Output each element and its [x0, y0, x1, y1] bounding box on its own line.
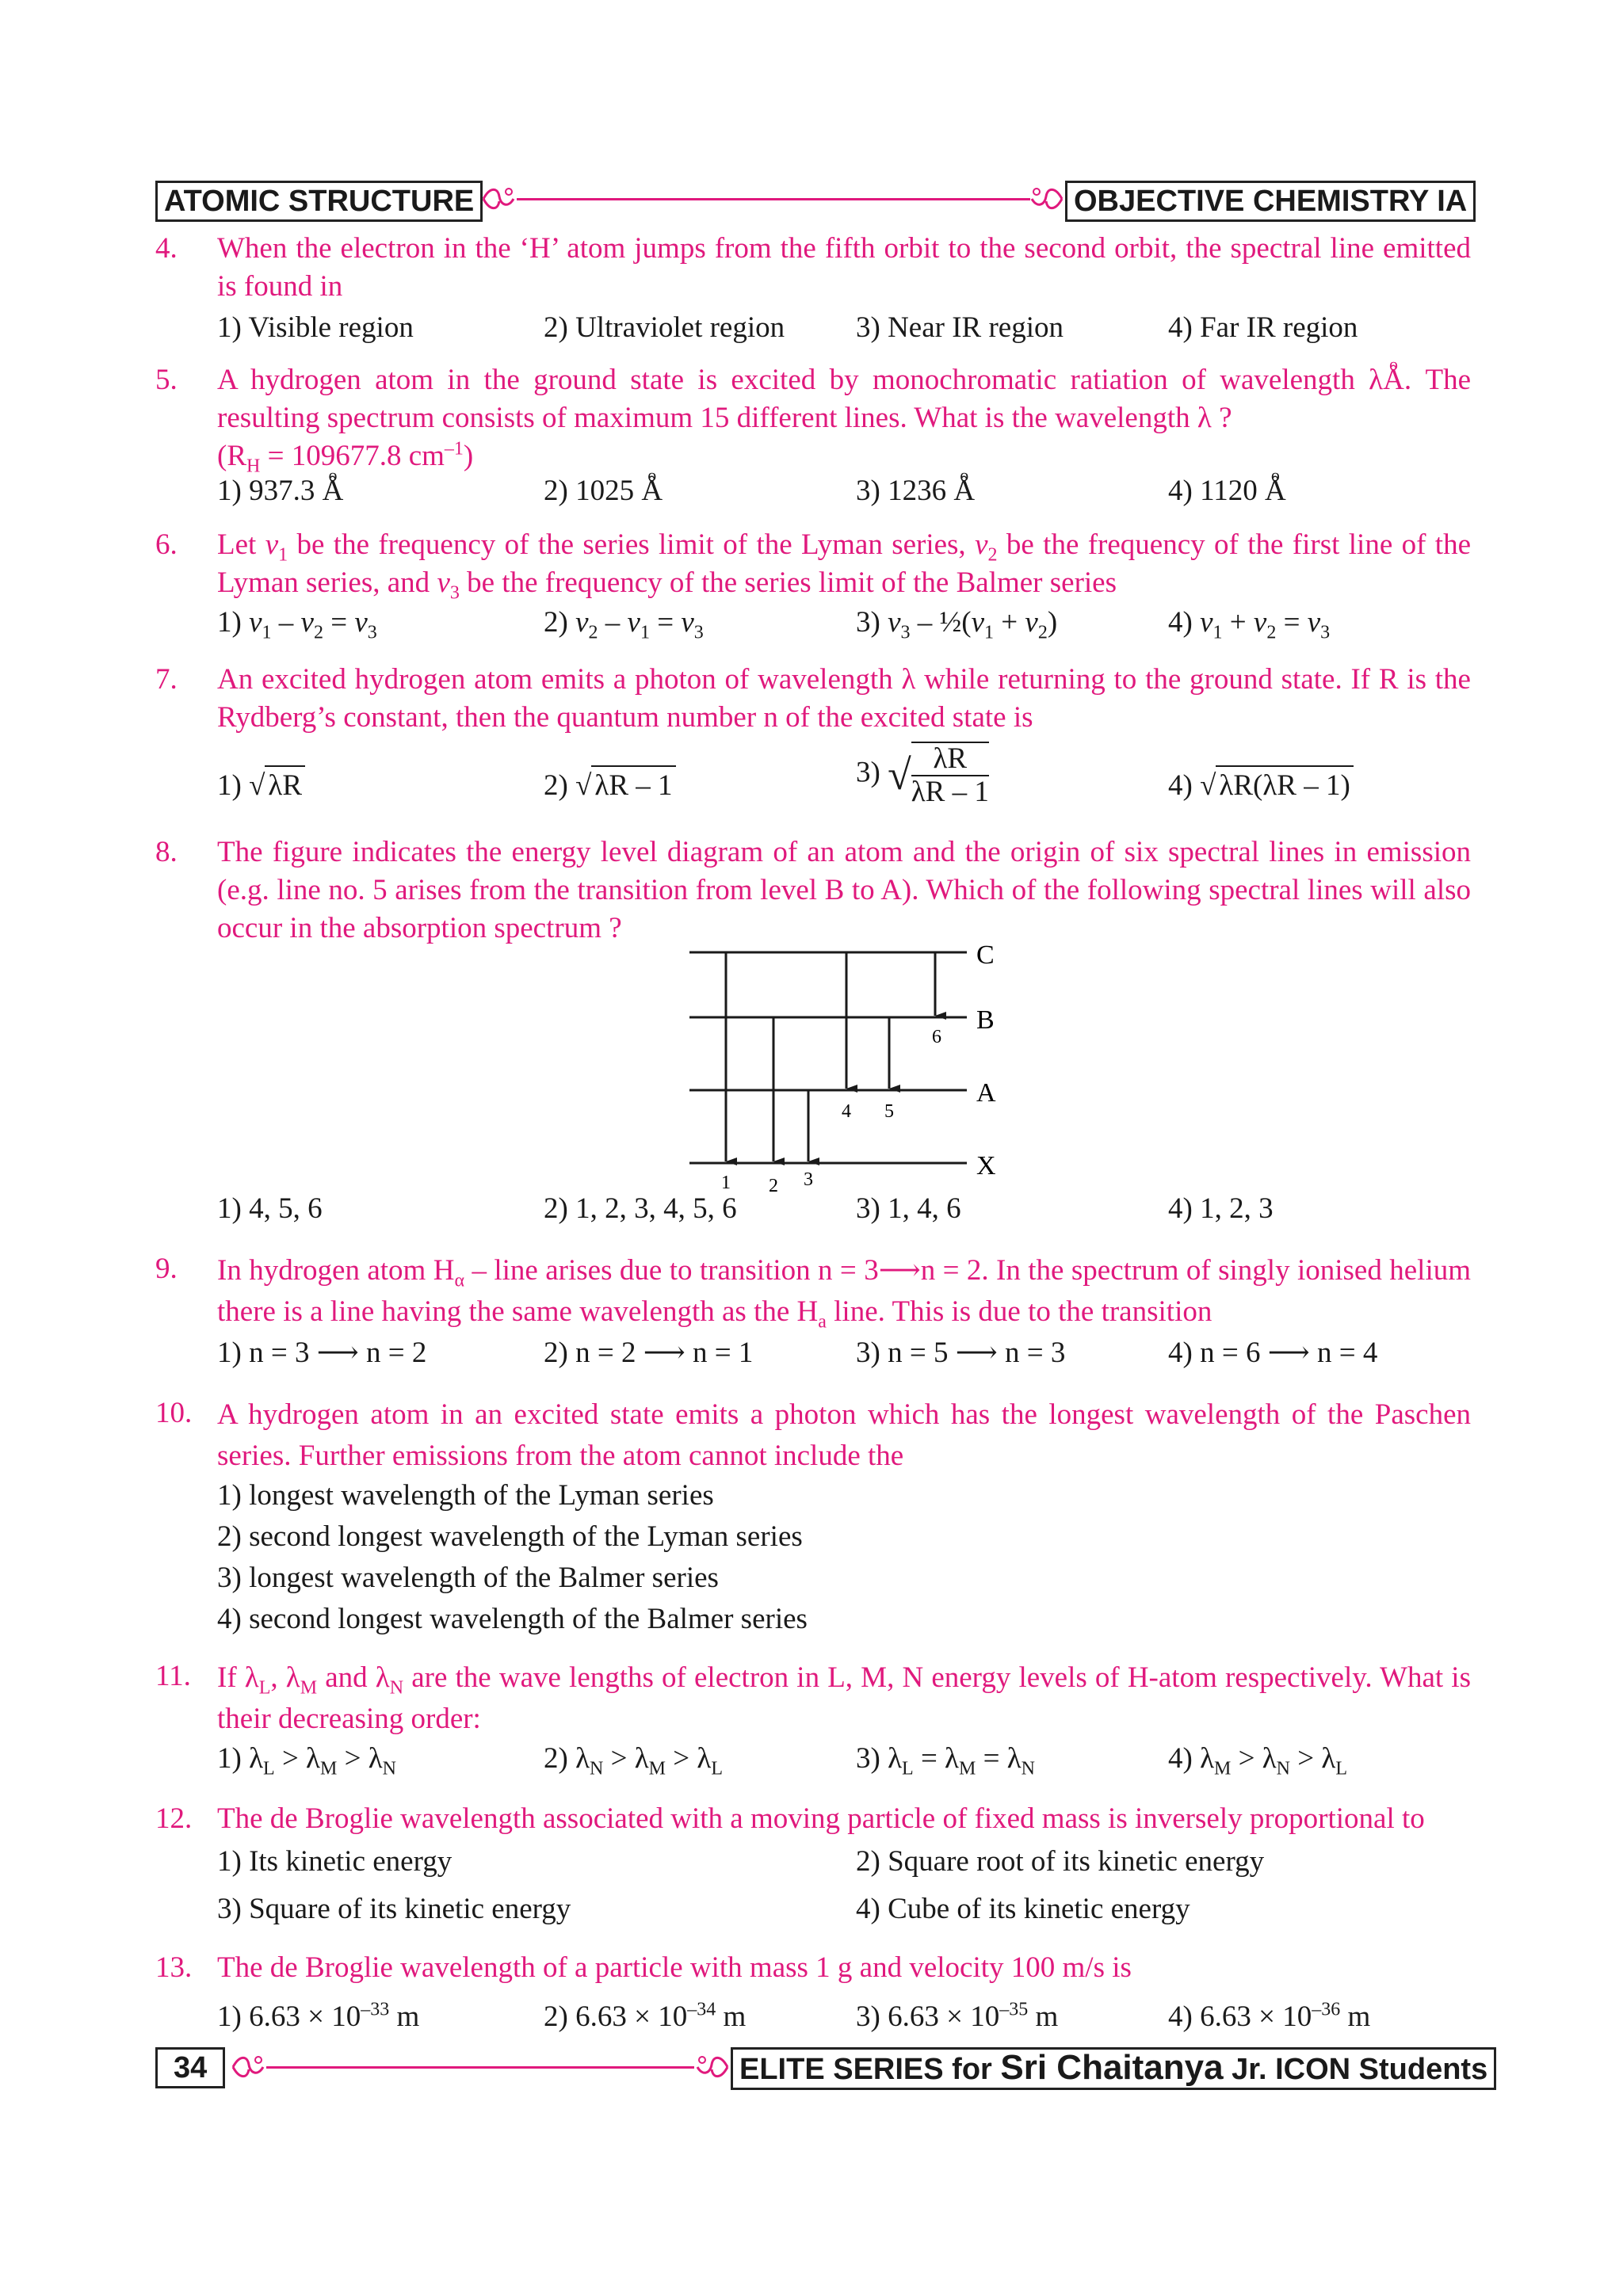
q10-option-2: 2) second longest wavelength of the Lyman series [217, 1520, 803, 1553]
footer-rule [266, 2066, 694, 2069]
q10-option-4: 4) second longest wavelength of the Balmer series [217, 1603, 808, 1635]
question-8-text: The figure indicates the energy level diagram of an atom and the origin of six spectral lines in emission (e.g. line no. 5 arises from the transition from level B to A). Which of the following spectral lines will also occur in the absorption spectrum ? [217, 836, 1471, 944]
q13-option-2: 2) $6.63 \times 10^{-34}$ m [544, 1999, 747, 2033]
q12-option-1: 1) Its kinetic energy [217, 1845, 453, 1878]
q5-option-2: 2) 1025 o Å [544, 472, 663, 510]
line-6-label: 6 [932, 1027, 941, 1047]
q11-option-2: 2) $\lambda_N > \lambda_M > \lambda_L$ [544, 1742, 723, 1779]
q10-option-1: 1) longest wavelength of the Lyman series [217, 1479, 714, 1512]
question-13-text: The de Broglie wavelength of a particle with mass 1 g and velocity 100 m/s is [217, 1951, 1132, 1984]
footer-brand: ELITE SERIES for Sri Chaitanya Jr. ICON Students [731, 2047, 1496, 2090]
energy-level-diagram [682, 940, 1014, 1209]
q8-option-3: 3) 1, 4, 6 [856, 1192, 961, 1225]
q6-option-3: 3) $v_3$ – $\frac{1}{2}(v_1 + v_2)$ [856, 606, 1058, 643]
level-c-label: C [976, 940, 995, 970]
question-13-number: 13. [155, 1951, 193, 1984]
question-9-number: 9. [155, 1253, 178, 1285]
ornament-icon [230, 2049, 266, 2085]
line-5-label: 5 [884, 1101, 894, 1122]
q12-option-2: 2) Square root of its kinetic energy [856, 1845, 1265, 1878]
q9-option-3: 3) n = 5 ⟶ n = 3 [856, 1337, 1066, 1369]
q5-option-3: 3) 1236 o Å [856, 472, 975, 510]
q10-option-3: 3) longest wavelength of the Balmer series [217, 1562, 719, 1594]
line-2-label: 2 [769, 1176, 778, 1196]
page-number: 34 [155, 2047, 225, 2088]
question-6-text: Let $v_1$ be the frequency of the series limit of the Lyman series, $v_2$ be the frequency of the first line of the Lyman series, and $v_3$ be the frequency of the series limit of the Balmer series [217, 528, 1472, 604]
q8-option-1: 1) 4, 5, 6 [217, 1192, 323, 1225]
q13-option-4: 4) $6.63 \times 10^{-36}$ m [1168, 1999, 1371, 2033]
q13-option-3: 3) $6.63 \times 10^{-35}$ m [856, 1999, 1059, 2033]
q13-option-1: 1) $6.63 \times 10^{-33}$ m [217, 1999, 420, 2033]
q9-option-1: 1) n = 3 ⟶ n = 2 [217, 1337, 427, 1369]
q9-option-4: 4) n = 6 ⟶ n = 4 [1168, 1337, 1378, 1369]
line-1-label: 1 [721, 1173, 731, 1193]
line-3-label: 3 [804, 1169, 813, 1190]
question-12-text: The de Broglie wavelength associated with a moving particle of fixed mass is inversely proportional to [217, 1802, 1425, 1835]
q4-option-1: 1) Visible region [217, 311, 414, 344]
q7-option-4: 4) √ λR(λR – 1) [1168, 765, 1354, 805]
q8-option-2: 2) 1, 2, 3, 4, 5, 6 [544, 1192, 737, 1225]
question-10-number: 10. [155, 1397, 193, 1429]
q6-option-4: 4) $v_1 + v_2 = v_3$ [1168, 606, 1331, 643]
q12-option-4: 4) Cube of its kinetic energy [856, 1893, 1190, 1925]
level-x-label: X [976, 1151, 996, 1180]
q11-option-3: 3) $\lambda_L = \lambda_M = \lambda_N$ [856, 1742, 1035, 1779]
q5-option-1: 1) 937.3 o Å [217, 472, 343, 510]
question-9-text: In hydrogen atom $H_\alpha$ – line arises due to transition n = 3⟶n = 2. In the spectrum of singly ionised helium there is a line having the same wavelength as the $H_a$ line. This is due to the transition [217, 1254, 1472, 1333]
q7-option-1: 1) √ λR [217, 765, 305, 805]
header-rule [517, 198, 1030, 200]
question-8-number: 8. [155, 836, 178, 868]
ornament-icon [1029, 181, 1065, 217]
line-4-label: 4 [842, 1101, 851, 1122]
q6-option-1: 1) $v_1 - v_2 = v_3$ [217, 606, 377, 643]
q6-option-2: 2) $v_2 - v_1 = v_3$ [544, 606, 704, 643]
q4-option-3: 3) Near IR region [856, 311, 1064, 344]
question-7-text: An excited hydrogen atom emits a photon of wavelength λ while returning to the ground state. If R is the Rydberg’s constant, then the quantum number n of the excited state is [217, 663, 1471, 734]
level-a-label: A [976, 1078, 996, 1108]
question-11-text: If $\lambda_L$, $\lambda_M$ and $\lambda_N$ are the wave lengths of electron in L, M, N energy levels of H-atom respectively. What is their decreasing order: [217, 1661, 1471, 1735]
question-5-text: A hydrogen atom in the ground state is excited by monochromatic ratiation of wavelength λo Å. The resulting spectrum consists of maximum 15 different lines. What is the wavelength λ ? ($R_H = 109677.8$ $cm^{-1}$) [217, 361, 1471, 475]
question-4-text: When the electron in the ‘H’ atom jumps from the fifth orbit to the second orbit, the spectral line emitted is found in [217, 232, 1471, 303]
q11-option-4: 4) $\lambda_M > \lambda_N > \lambda_L$ [1168, 1742, 1347, 1779]
question-5-number: 5. [155, 364, 178, 396]
header-chapter-title: ATOMIC STRUCTURE [155, 181, 483, 222]
q7-option-2: 2) √ λR – 1 [544, 765, 676, 805]
ornament-icon [694, 2049, 731, 2085]
question-10-text: A hydrogen atom in an excited state emits a photon which has the longest wavelength of the Paschen series. Further emissions from the atom cannot include the [217, 1398, 1471, 1472]
question-7-number: 7. [155, 663, 178, 696]
q9-option-2: 2) n = 2 ⟶ n = 1 [544, 1337, 754, 1369]
q4-option-4: 4) Far IR region [1168, 311, 1358, 344]
header-book-title: OBJECTIVE CHEMISTRY IA [1065, 181, 1476, 222]
q11-option-1: 1) $\lambda_L > \lambda_M > \lambda_N$ [217, 1742, 396, 1779]
q8-option-4: 4) 1, 2, 3 [1168, 1192, 1274, 1225]
level-b-label: B [976, 1005, 995, 1035]
question-6-number: 6. [155, 528, 178, 561]
question-11-number: 11. [155, 1660, 191, 1692]
ornament-icon [480, 181, 517, 217]
q4-option-2: 2) Ultraviolet region [544, 311, 785, 344]
q5-option-4: 4) 1120 o Å [1168, 472, 1286, 510]
q12-option-3: 3) Square of its kinetic energy [217, 1893, 571, 1925]
question-4: 4. [155, 232, 178, 265]
q7-option-3: 3) √ $\frac{\lambda R}{\lambda R - 1}$ [856, 742, 989, 808]
question-12-number: 12. [155, 1802, 193, 1835]
